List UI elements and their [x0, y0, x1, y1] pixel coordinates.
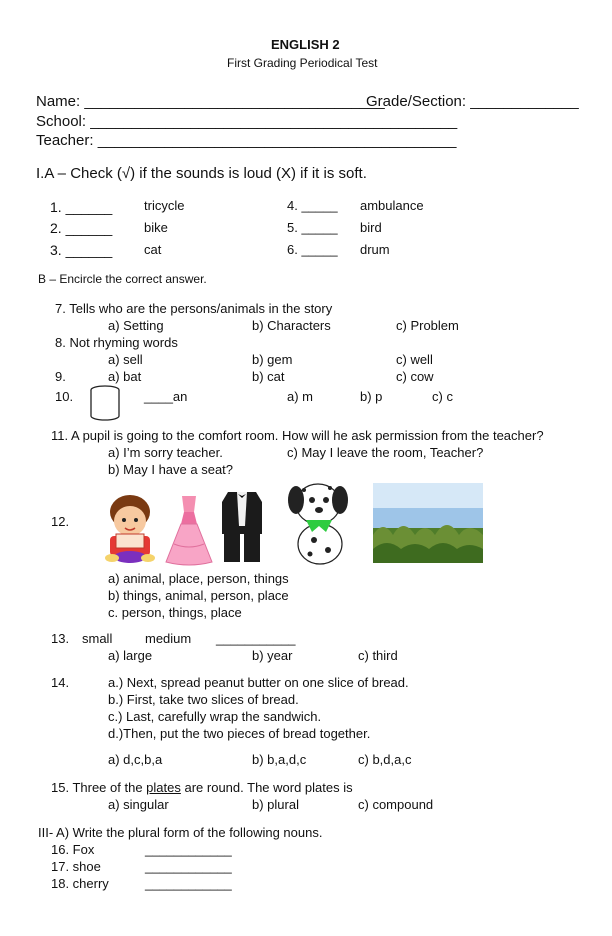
q14-step-b: b.) First, take two slices of bread.: [108, 692, 299, 707]
teacher-field[interactable]: Teacher: ___________________________________________: [36, 132, 457, 149]
q15-option-a[interactable]: a) singular: [108, 797, 169, 812]
q10-option-c[interactable]: c) c: [432, 389, 453, 404]
q10-option-a[interactable]: a) m: [287, 389, 313, 404]
q7-option-a[interactable]: a) Setting: [108, 318, 164, 333]
question-8: 8. Not rhyming words: [55, 335, 178, 350]
question-14-number: 14.: [51, 675, 70, 690]
q14-step-a: a.) Next, spread peanut butter on one slice of bread.: [108, 675, 409, 690]
q13-word-small: small: [82, 631, 113, 646]
q9-option-b[interactable]: b) cat: [252, 369, 285, 384]
part-3-instruction: III- A) Write the plural form of the following nouns.: [38, 825, 323, 840]
q7-option-c[interactable]: c) Problem: [396, 318, 459, 333]
item-16-label: 16. Fox: [51, 842, 95, 857]
q14-step-c: c.) Last, carefully wrap the sandwich.: [108, 709, 322, 724]
q9-option-a[interactable]: a) bat: [108, 369, 142, 384]
q10-option-b[interactable]: b) p: [360, 389, 383, 404]
item-17-blank[interactable]: ____________: [145, 859, 232, 874]
q14-option-a[interactable]: a) d,c,b,a: [108, 752, 163, 767]
name-field[interactable]: Name: ____________________________________: [36, 93, 385, 110]
part-a-instruction: I.A – Check (√) if the sounds is loud (X) if it is soft.: [36, 165, 367, 182]
q11-option-b[interactable]: b) May I have a seat?: [108, 462, 234, 477]
grade-section-field[interactable]: Grade/Section: _____________: [366, 93, 579, 110]
item-18-label: 18. cherry: [51, 876, 109, 891]
item-18-blank[interactable]: ____________: [145, 876, 232, 891]
item-2-word: bike: [144, 220, 168, 235]
question-11: 11. A pupil is going to the comfort room. How will he ask permission from the teacher?: [51, 428, 544, 443]
q15-option-c[interactable]: c) compound: [358, 797, 434, 812]
q11-option-c[interactable]: c) May I leave the room, Teacher?: [287, 445, 484, 460]
tuxedo-picture: [220, 486, 264, 564]
question-10-number: 10.: [55, 389, 74, 404]
q14-step-d: d.)Then, put the two pieces of bread together.: [108, 726, 371, 741]
item-1-word: tricycle: [144, 198, 185, 213]
question-15: [51, 781, 353, 796]
question-9-number: 9.: [55, 369, 66, 384]
q15-underlined-word: plates: [146, 780, 181, 795]
can-icon: [88, 384, 122, 422]
q14-option-c[interactable]: c) b,d,a,c: [358, 752, 412, 767]
part-b-instruction: B – Encircle the correct answer.: [38, 272, 207, 286]
school-field[interactable]: School: ____________________________________________: [36, 113, 458, 130]
item-5-word: bird: [360, 220, 382, 235]
dalmatian-puppy-picture: [284, 478, 356, 568]
q9-option-c[interactable]: c) cow: [396, 369, 434, 384]
q13-option-c[interactable]: c) third: [358, 648, 398, 663]
question-13-number: 13.: [51, 631, 70, 646]
pink-gown-picture: [164, 494, 214, 566]
q13-option-b[interactable]: b) year: [252, 648, 293, 663]
q7-option-b[interactable]: b) Characters: [252, 318, 331, 333]
test-subtitle: First Grading Periodical Test: [227, 56, 378, 70]
q10-blank[interactable]: ____an: [144, 389, 188, 404]
q8-option-b[interactable]: b) gem: [252, 352, 293, 367]
child-reading-picture: [100, 494, 160, 566]
item-5-number[interactable]: 5. _____: [287, 220, 338, 235]
question-12-number: 12.: [51, 514, 70, 529]
q15-option-b[interactable]: b) plural: [252, 797, 299, 812]
q13-option-a[interactable]: a) large: [108, 648, 153, 663]
item-17-label: 17. shoe: [51, 859, 101, 874]
item-16-blank[interactable]: ____________: [145, 842, 232, 857]
q12-option-b[interactable]: b) things, animal, person, place: [108, 588, 289, 603]
q13-blank[interactable]: ___________: [216, 631, 296, 646]
item-1-number[interactable]: 1. ______: [50, 199, 113, 215]
q14-option-b[interactable]: b) b,a,d,c: [252, 752, 307, 767]
q8-option-a[interactable]: a) sell: [108, 352, 143, 367]
question-7: 7. Tells who are the persons/animals in the story: [55, 301, 333, 316]
q15-suffix: are round. The word plates is: [180, 780, 353, 795]
q15-prefix: 15. Three of the: [51, 780, 147, 795]
item-2-number[interactable]: 2. ______: [50, 220, 113, 236]
item-3-word: cat: [144, 242, 162, 257]
test-title: ENGLISH 2: [271, 37, 340, 52]
item-6-number[interactable]: 6. _____: [287, 242, 338, 257]
item-3-number[interactable]: 3. ______: [50, 242, 113, 258]
item-6-word: drum: [360, 242, 390, 257]
q12-option-a[interactable]: a) animal, place, person, things: [108, 571, 289, 586]
q11-option-a[interactable]: a) I’m sorry teacher.: [108, 445, 223, 460]
q8-option-c[interactable]: c) well: [396, 352, 433, 367]
item-4-word: ambulance: [360, 198, 424, 213]
q13-word-medium: medium: [145, 631, 192, 646]
chocolate-hills-landscape-picture: [373, 483, 483, 563]
item-4-number[interactable]: 4. _____: [287, 198, 338, 213]
q12-option-c[interactable]: c. person, things, place: [108, 605, 242, 620]
